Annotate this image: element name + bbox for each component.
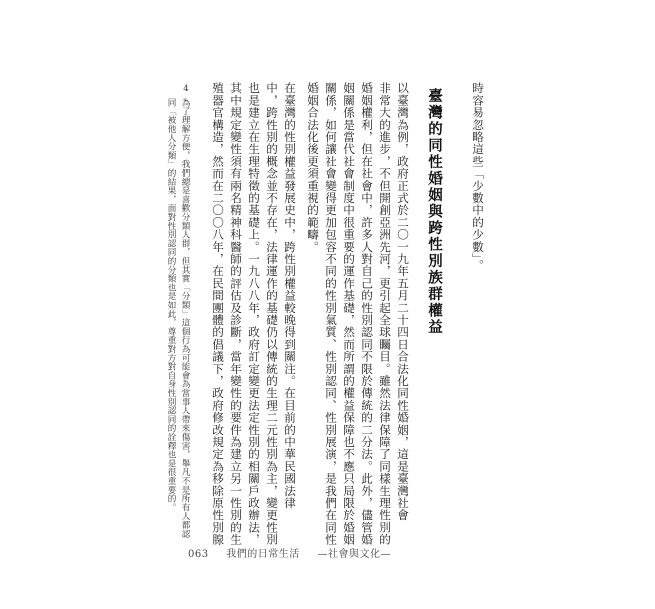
book-title: 我們的日常生活 — [226, 549, 300, 560]
text-column: 婚姻權利，但在社會中，許多人對自己的性別認同不限於傳統的二分法。此外，儘管婚 — [360, 82, 374, 546]
text-column: 也是建立在生理特徵的基礎上。一九八八年，政府訂定變更法定性別的相關戶政辦法， — [247, 82, 261, 546]
text-column: 其中規定變性須有兩名精神科醫師的評估及診斷，當年變性的要件為建立另一性別的生 — [229, 82, 243, 546]
section-heading: 臺灣的同性婚姻與跨性別族群權益 — [426, 88, 443, 336]
text-column: 關係，如何讓社會變得更加包容不同的性別氣質、性別認同、性別展演，是我們在同性 — [324, 82, 338, 546]
text-column: 婚姻合法化後更須重視的範疇。 — [306, 82, 320, 253]
text-column: 時容易忽略這些「少數中的少數」。 — [471, 82, 485, 272]
text-column: 中，跨性別的概念並不存在，法律運作的基礎仍以傳統的生理二元性別為主，變更性別 — [265, 82, 279, 546]
footnote-text: 同「被他人分類」的結果，面對性別認同的分類也是如此，尊重對方對自身性別認同的詮釋也是很重要的。 — [166, 98, 176, 512]
text-column: 以臺灣為例，政府正式於二〇一九年五月二十四日合法化同性婚姻，這是臺灣社會 — [396, 82, 410, 522]
text-column: 非常大的進步，不但開創亞洲先河，更引起全球矚目。雖然法律保障了同樣生理性別的 — [378, 82, 392, 546]
section-label: —社會與文化— — [317, 549, 391, 560]
footnote-number: 4. — [181, 84, 191, 105]
footnote-text: 為了理解方便，我們總是喜歡分類人群，但其實「分類」這個行為可能會為當事人帶來傷害，舉凡不是所有人都認 — [180, 98, 190, 538]
page-number: 063 — [188, 549, 209, 560]
page-footer — [188, 545, 405, 560]
text-column: 姻關係是當代社會制度中很重要的運作基礎，然而所謂的權益保障也不應只局限於婚姻 — [342, 82, 356, 546]
text-column: 在臺灣的性別權益發展史中，跨性別權益較晚得到關注。在目前的中華民國法律 — [283, 82, 297, 509]
text-column: 殖器官構造，然而在二〇〇八年，在民間團體的倡議下，政府修改規定為移除原性別腺 — [211, 82, 225, 546]
